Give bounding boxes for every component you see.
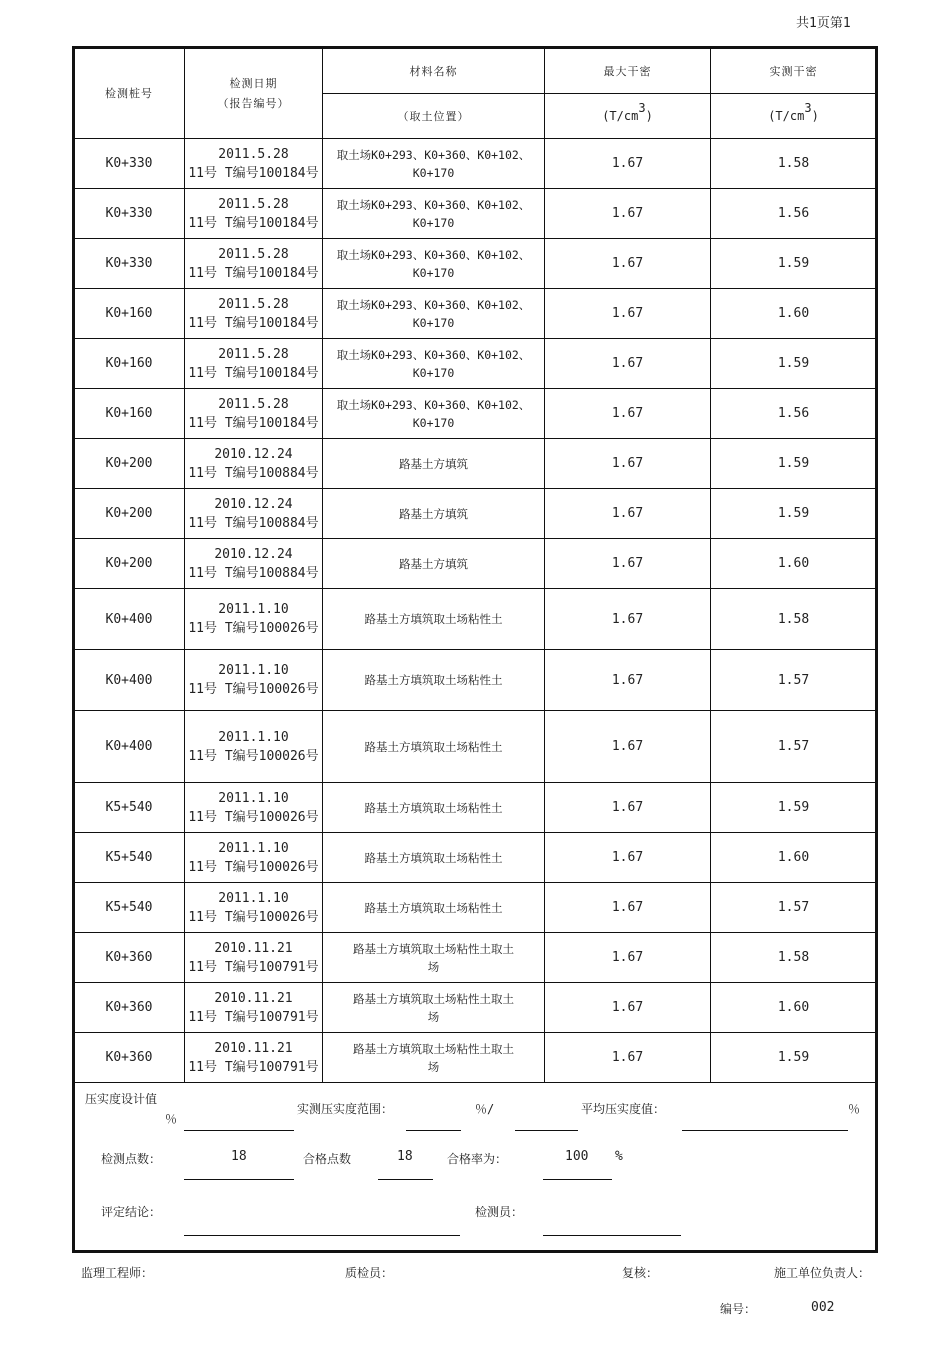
cell-max-density: 1.67 (545, 539, 711, 589)
cell-date-value: 2010.12.24 (214, 546, 293, 562)
cell-report-no: 11号 T编号100026号 (188, 621, 319, 636)
cell-report-no: 11号 T编号100791号 (188, 1009, 319, 1025)
cell-date (185, 833, 323, 883)
avg-label: 平均压实度值： (581, 1102, 666, 1116)
cell-material-line1: 取土场K0+293、K0+360、K0+102、 (336, 397, 531, 412)
cell-material (323, 289, 545, 339)
cell-max-density: 1.67 (545, 439, 711, 489)
cell-material-line2: K0+170 (412, 365, 455, 380)
points-line (184, 1179, 294, 1180)
cell-dry-density: 1.59 (711, 439, 877, 489)
cell-station: K0+200 (74, 489, 185, 539)
header-date-line1: 检测日期 (229, 77, 278, 90)
table-row (74, 339, 877, 389)
cell-dry-density: 1.60 (711, 833, 877, 883)
eval-label: 评定结论： (101, 1205, 162, 1219)
cell-report-no: 11号 T编号100791号 (188, 1059, 319, 1075)
cell-material-line2: K0+170 (412, 265, 455, 280)
cell-material-line1: 路基土方填筑取土场粘性土取土 (353, 991, 514, 1006)
cell-report-no: 11号 T编号100184号 (188, 165, 319, 181)
cell-date (185, 289, 323, 339)
cell-material (323, 389, 545, 439)
cell-report-no: 11号 T编号100884号 (188, 465, 319, 481)
cell-max-density: 1.67 (545, 589, 711, 650)
cell-report-no: 11号 T编号100026号 (188, 909, 319, 925)
design-unit: ％ (165, 1112, 178, 1126)
cell-station: K0+360 (74, 933, 185, 983)
cell-date-value: 2011.1.10 (218, 840, 289, 856)
cell-material (323, 833, 545, 883)
cell-material-line2: 场 (427, 959, 440, 974)
rate-label: 合格率为： (447, 1152, 508, 1166)
table-row (74, 883, 877, 933)
remark-line (543, 1235, 681, 1236)
cell-date (185, 589, 323, 650)
cell-dry-density: 1.58 (711, 139, 877, 189)
cell-station: K0+160 (74, 389, 185, 439)
cell-date-value: 2011.5.28 (218, 246, 289, 262)
header-unit-max (545, 94, 711, 139)
cell-report-no: 11号 T编号100026号 (188, 748, 319, 764)
cell-date-value: 2011.1.10 (218, 729, 289, 745)
cell-report-no: 11号 T编号100184号 (188, 215, 319, 231)
cell-max-density: 1.67 (545, 833, 711, 883)
cell-max-density: 1.67 (545, 883, 711, 933)
table-row (74, 439, 877, 489)
cell-report-no: 11号 T编号100884号 (188, 515, 319, 531)
cell-station: K0+330 (74, 239, 185, 289)
cell-material (323, 139, 545, 189)
cell-date-value: 2011.1.10 (218, 663, 289, 678)
cell-dry-density: 1.59 (711, 339, 877, 389)
cell-material (323, 883, 545, 933)
table-row (74, 189, 877, 239)
cell-material (323, 783, 545, 833)
header-station: 检测桩号 (74, 48, 185, 139)
unit-a: (T/cm (768, 109, 805, 123)
header-date (185, 48, 323, 139)
cell-date (185, 539, 323, 589)
cell-material-line1: 取土场K0+293、K0+360、K0+102、 (336, 197, 531, 212)
unit-b: ) (645, 109, 653, 123)
cell-dry-density: 1.59 (711, 239, 877, 289)
cell-material (323, 711, 545, 783)
design-line (184, 1130, 294, 1131)
table-row (74, 1033, 877, 1083)
cell-date-value: 2011.5.28 (218, 296, 289, 312)
table-row (74, 139, 877, 189)
cell-date (185, 933, 323, 983)
header-max-density: 最大干密 (545, 48, 711, 94)
doc-number-label: 编号： (720, 1302, 757, 1316)
cell-date-value: 2010.11.21 (214, 990, 293, 1006)
avg-unit: ％ (848, 1102, 861, 1116)
cell-dry-density: 1.57 (711, 883, 877, 933)
cell-date (185, 1033, 323, 1083)
cell-station: K0+330 (74, 189, 185, 239)
unit-exp: 3 (638, 101, 646, 115)
table-row (74, 650, 877, 711)
table-row (74, 589, 877, 650)
cell-station: K0+400 (74, 650, 185, 711)
range-label: 实测压实度范围： (297, 1102, 394, 1116)
cell-material-line2: K0+170 (412, 315, 455, 330)
cell-material (323, 983, 545, 1033)
cell-material-line2: K0+170 (412, 165, 455, 180)
cell-material (323, 439, 545, 489)
cell-material-line2: K0+170 (412, 215, 455, 230)
range-line-2 (515, 1130, 578, 1131)
cell-date (185, 711, 323, 783)
rate-unit: % (615, 1149, 623, 1164)
cell-material (323, 933, 545, 983)
cell-material-line1: 路基土方填筑取土场粘性土取土 (353, 941, 514, 956)
cell-dry-density: 1.60 (711, 539, 877, 589)
page-number: 共1页第1 (796, 16, 851, 31)
avg-line (682, 1130, 848, 1131)
cell-date (185, 650, 323, 711)
points-value: 18 (231, 1149, 247, 1164)
table-row (74, 833, 877, 883)
design-label: 压实度设计值 (85, 1092, 158, 1106)
table-row (74, 489, 877, 539)
cell-dry-density: 1.59 (711, 489, 877, 539)
cell-station: K0+160 (74, 289, 185, 339)
document-title (278, 0, 478, 24)
cell-material (323, 539, 545, 589)
unit-a: (T/cm (602, 109, 639, 123)
cell-max-density: 1.67 (545, 289, 711, 339)
cell-date (185, 139, 323, 189)
cell-date-value: 2011.5.28 (218, 196, 289, 212)
signature-manager: 施工单位负责人： (774, 1266, 871, 1280)
cell-report-no: 11号 T编号100184号 (188, 415, 319, 431)
table-row (74, 783, 877, 833)
cell-max-density: 1.67 (545, 983, 711, 1033)
table-row (74, 389, 877, 439)
points-label: 检测点数： (101, 1152, 162, 1166)
cell-date (185, 983, 323, 1033)
doc-number-value: 002 (811, 1300, 835, 1315)
cell-date (185, 489, 323, 539)
cell-material-line1: 路基土方填筑取土场粘性土 (364, 673, 503, 687)
cell-material-line2: 场 (427, 1059, 440, 1074)
cell-station: K0+400 (74, 711, 185, 783)
cell-station: K5+540 (74, 883, 185, 933)
table-row (74, 933, 877, 983)
cell-material-line1: 路基土方填筑 (399, 506, 468, 521)
cell-date-value: 2011.1.10 (218, 890, 289, 906)
cell-date-value: 2011.1.10 (218, 790, 289, 806)
cell-report-no: 11号 T编号100884号 (188, 565, 319, 581)
cell-max-density: 1.67 (545, 339, 711, 389)
cell-date-value: 2011.5.28 (218, 146, 289, 162)
header-material-sub: （取土位置） (323, 94, 545, 139)
cell-date (185, 783, 323, 833)
signature-supervisor: 监理工程师： (81, 1266, 154, 1280)
cell-material-line1: 取土场K0+293、K0+360、K0+102、 (336, 247, 531, 262)
cell-dry-density: 1.57 (711, 711, 877, 783)
cell-report-no: 11号 T编号100791号 (188, 959, 319, 975)
cell-material-line1: 取土场K0+293、K0+360、K0+102、 (336, 347, 531, 362)
cell-report-no: 11号 T编号100184号 (188, 265, 319, 281)
header-dry-density: 实测干密 (711, 48, 877, 94)
cell-date (185, 389, 323, 439)
unit-exp: 3 (804, 101, 812, 115)
cell-material-line1: 路基土方填筑取土场粘性土 (364, 850, 503, 865)
cell-material-line1: 路基土方填筑 (399, 456, 468, 471)
table-row (74, 289, 877, 339)
cell-report-no: 11号 T编号100026号 (188, 859, 319, 875)
cell-date-value: 2010.12.24 (214, 446, 293, 462)
cell-max-density: 1.67 (545, 489, 711, 539)
cell-dry-density: 1.60 (711, 983, 877, 1033)
cell-material (323, 650, 545, 711)
unit-b: ) (811, 109, 819, 123)
cell-dry-density: 1.56 (711, 189, 877, 239)
header-unit-dry (711, 94, 877, 139)
cell-date-value: 2010.11.21 (214, 1040, 293, 1056)
cell-dry-density: 1.60 (711, 289, 877, 339)
pass-line (378, 1179, 433, 1180)
cell-material-line1: 路基土方填筑取土场粘性土 (364, 800, 503, 815)
table-row (74, 983, 877, 1033)
rate-line (543, 1179, 612, 1180)
cell-material-line1: 路基土方填筑取土场粘性土取土 (353, 1041, 514, 1056)
cell-material-line2: K0+170 (412, 415, 455, 430)
cell-max-density: 1.67 (545, 711, 711, 783)
cell-date (185, 239, 323, 289)
cell-material-line1: 取土场K0+293、K0+360、K0+102、 (336, 297, 531, 312)
cell-station: K0+160 (74, 339, 185, 389)
cell-date (185, 189, 323, 239)
cell-material (323, 489, 545, 539)
cell-material-line2: 场 (427, 1009, 440, 1024)
cell-date-value: 2010.12.24 (214, 496, 293, 512)
cell-station: K5+540 (74, 783, 185, 833)
header-material: 材料名称 (323, 48, 545, 94)
eval-line (184, 1235, 460, 1236)
cell-material (323, 239, 545, 289)
cell-max-density: 1.67 (545, 650, 711, 711)
cell-dry-density: 1.56 (711, 389, 877, 439)
cell-material (323, 589, 545, 650)
cell-report-no: 11号 T编号100184号 (188, 365, 319, 381)
cell-dry-density: 1.58 (711, 589, 877, 650)
cell-material (323, 339, 545, 389)
cell-max-density: 1.67 (545, 933, 711, 983)
cell-dry-density: 1.59 (711, 1033, 877, 1083)
cell-date-value: 2011.5.28 (218, 396, 289, 412)
rate-value: 100 (565, 1149, 589, 1164)
table-row (74, 239, 877, 289)
cell-material-line1: 路基土方填筑取土场粘性土 (364, 739, 503, 754)
cell-date (185, 883, 323, 933)
remark-label: 检测员： (475, 1205, 524, 1219)
header-date-line2: （报告编号） (217, 97, 290, 110)
cell-max-density: 1.67 (545, 139, 711, 189)
cell-material-line1: 取土场K0+293、K0+360、K0+102、 (336, 147, 531, 162)
pass-label: 合格点数 (303, 1152, 352, 1166)
cell-material (323, 1033, 545, 1083)
cell-dry-density: 1.58 (711, 933, 877, 983)
cell-station: K0+330 (74, 139, 185, 189)
table-row (74, 711, 877, 783)
cell-material-line1: 路基土方填筑取土场粘性土 (364, 900, 503, 915)
table-row (74, 539, 877, 589)
cell-station: K0+360 (74, 983, 185, 1033)
cell-dry-density: 1.57 (711, 650, 877, 711)
signature-review: 复核： (622, 1266, 659, 1280)
summary-block (75, 1082, 875, 1250)
cell-date-value: 2011.1.10 (218, 602, 289, 617)
cell-material-line1: 路基土方填筑 (399, 556, 468, 571)
range-line-1 (406, 1130, 461, 1131)
cell-dry-density: 1.59 (711, 783, 877, 833)
cell-station: K5+540 (74, 833, 185, 883)
signature-inspector: 质检员： (345, 1266, 394, 1280)
cell-station: K0+360 (74, 1033, 185, 1083)
cell-station: K0+200 (74, 539, 185, 589)
cell-station: K0+200 (74, 439, 185, 489)
cell-material-line1: 路基土方填筑取土场粘性土 (364, 612, 503, 626)
cell-station: K0+400 (74, 589, 185, 650)
cell-report-no: 11号 T编号100184号 (188, 315, 319, 331)
cell-report-no: 11号 T编号100026号 (188, 809, 319, 825)
cell-max-density: 1.67 (545, 1033, 711, 1083)
cell-report-no: 11号 T编号100026号 (188, 682, 319, 697)
cell-max-density: 1.67 (545, 783, 711, 833)
cell-date (185, 439, 323, 489)
cell-date-value: 2010.11.21 (214, 940, 293, 956)
cell-max-density: 1.67 (545, 239, 711, 289)
density-table (73, 47, 877, 1083)
cell-max-density: 1.67 (545, 389, 711, 439)
cell-date-value: 2011.5.28 (218, 346, 289, 362)
pass-value: 18 (397, 1149, 413, 1164)
cell-date (185, 339, 323, 389)
range-sep: ％/ (475, 1102, 495, 1116)
cell-material (323, 189, 545, 239)
cell-max-density: 1.67 (545, 189, 711, 239)
